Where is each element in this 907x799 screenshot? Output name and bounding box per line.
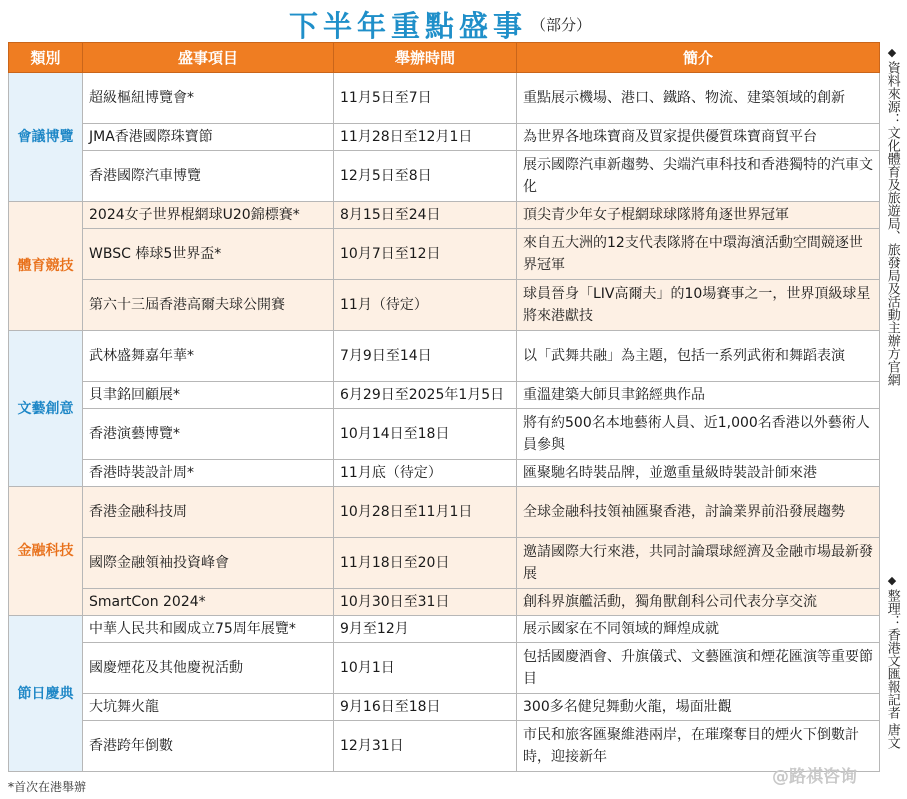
table-header-row [9, 43, 880, 73]
table-row [9, 280, 880, 331]
event-name-cell: 香港演藝博覽* [83, 409, 334, 460]
category-cell: 體育競技 [9, 202, 83, 331]
table-row [9, 382, 880, 409]
event-description-cell: 來自五大洲的12支代表隊將在中環海濱活動空間競逐世界冠軍 [517, 229, 880, 280]
event-description-cell: 頂尖青少年女子棍網球球隊將角逐世界冠軍 [517, 202, 880, 229]
table-row [9, 202, 880, 229]
event-time-cell: 10月28日至11月1日 [334, 487, 517, 538]
event-name-cell: JMA香港國際珠寶節 [83, 124, 334, 151]
category-cell: 會議博覽 [9, 73, 83, 202]
event-name-cell: 香港跨年倒數 [83, 721, 334, 772]
event-name-cell: 第六十三屆香港高爾夫球公開賽 [83, 280, 334, 331]
event-description-cell: 全球金融科技領袖匯聚香港，討論業界前沿發展趨勢 [517, 487, 880, 538]
event-description-cell: 包括國慶酒會、升旗儀式、文藝匯演和煙花匯演等重要節目 [517, 643, 880, 694]
event-name-cell: 香港時裝設計周* [83, 460, 334, 487]
event-time-cell: 10月30日至31日 [334, 589, 517, 616]
event-time-cell: 11月28日至12月1日 [334, 124, 517, 151]
table-row [9, 589, 880, 616]
category-cell: 金融科技 [9, 487, 83, 616]
header-category: 類別 [9, 43, 83, 73]
event-name-cell: 中華人民共和國成立75周年展覽* [83, 616, 334, 643]
event-description-cell: 重溫建築大師貝聿銘經典作品 [517, 382, 880, 409]
event-description-cell: 重點展示機場、港口、鐵路、物流、建築領域的創新 [517, 73, 880, 124]
table-row [9, 721, 880, 772]
watermark: @路祺咨询 [772, 767, 857, 787]
event-description-cell: 將有約500名本地藝術人員、近1,000名香港以外藝術人員參與 [517, 409, 880, 460]
table-row [9, 409, 880, 460]
table-row [9, 124, 880, 151]
event-description-cell: 300多名健兒舞動火龍，場面壯觀 [517, 694, 880, 721]
event-name-cell: 香港金融科技周 [83, 487, 334, 538]
event-name-cell: 超級樞紐博覽會* [83, 73, 334, 124]
header-time: 舉辦時間 [334, 43, 517, 73]
event-name-cell: SmartCon 2024* [83, 589, 334, 616]
event-time-cell: 12月5日至8日 [334, 151, 517, 202]
event-name-cell: 大坑舞火龍 [83, 694, 334, 721]
event-time-cell: 10月1日 [334, 643, 517, 694]
event-description-cell: 球員晉身「LIV高爾夫」的10場賽事之一，世界頂級球星將來港獻技 [517, 280, 880, 331]
event-name-cell: 2024女子世界棍網球U20錦標賽* [83, 202, 334, 229]
table-row [9, 73, 880, 124]
table-row [9, 694, 880, 721]
header-event: 盛事項目 [83, 43, 334, 73]
source-label: 資料來源：文化體育及旅遊局、旅發局及活動主辦方官網 [884, 61, 900, 387]
table-row [9, 229, 880, 280]
event-time-cell: 7月9日至14日 [334, 331, 517, 382]
events-table [8, 42, 880, 772]
title-block [0, 4, 880, 44]
event-name-cell: WBSC 棒球5世界盃* [83, 229, 334, 280]
event-description-cell: 匯聚馳名時裝品牌，並邀重量級時裝設計師來港 [517, 460, 880, 487]
page-title: 下半年重點盛事 [288, 9, 527, 43]
event-name-cell: 國慶煙花及其他慶祝活動 [83, 643, 334, 694]
table-row [9, 487, 880, 538]
event-description-cell: 展示國際汽車新趨勢、尖端汽車科技和香港獨特的汽車文化 [517, 151, 880, 202]
event-time-cell: 11月18日至20日 [334, 538, 517, 589]
event-time-cell: 8月15日至24日 [334, 202, 517, 229]
event-time-cell: 11月5日至7日 [334, 73, 517, 124]
page-subtitle: （部分） [531, 16, 592, 34]
event-description-cell: 市民和旅客匯聚維港兩岸，在璀璨奪目的煙火下倒數計時，迎接新年 [517, 721, 880, 772]
event-description-cell: 邀請國際大行來港，共同討論環球經濟及金融市場最新發展 [517, 538, 880, 589]
table-row [9, 538, 880, 589]
diamond-bullet-icon: ◆ [887, 46, 897, 59]
table-row [9, 331, 880, 382]
event-time-cell: 12月31日 [334, 721, 517, 772]
event-name-cell: 香港國際汽車博覽 [83, 151, 334, 202]
category-cell: 節日慶典 [9, 616, 83, 772]
event-name-cell: 國際金融領袖投資峰會 [83, 538, 334, 589]
diamond-bullet-icon: ◆ [887, 574, 897, 587]
event-time-cell: 11月底（待定） [334, 460, 517, 487]
event-name-cell: 武林盛舞嘉年華* [83, 331, 334, 382]
event-description-cell: 創科界旗艦活動，獨角獸創科公司代表分享交流 [517, 589, 880, 616]
event-time-cell: 11月（待定） [334, 280, 517, 331]
event-time-cell: 9月16日至18日 [334, 694, 517, 721]
event-time-cell: 6月29日至2025年1月5日 [334, 382, 517, 409]
event-time-cell: 10月14日至18日 [334, 409, 517, 460]
table-body [9, 73, 880, 772]
table-row [9, 460, 880, 487]
event-time-cell: 10月7日至12日 [334, 229, 517, 280]
source-note [881, 44, 903, 392]
compiler-note [881, 572, 903, 755]
event-description-cell: 展示國家在不同領域的輝煌成就 [517, 616, 880, 643]
table-row [9, 616, 880, 643]
event-description-cell: 以「武舞共融」為主題，包括一系列武術和舞蹈表演 [517, 331, 880, 382]
header-description: 簡介 [517, 43, 880, 73]
footnote: *首次在港舉辦 [8, 780, 87, 794]
compiler-label: 整理：香港文匯報記者 唐文 [884, 589, 900, 750]
table-row [9, 151, 880, 202]
event-description-cell: 為世界各地珠寶商及買家提供優質珠寶商貿平台 [517, 124, 880, 151]
event-time-cell: 9月至12月 [334, 616, 517, 643]
category-cell: 文藝創意 [9, 331, 83, 487]
table-row [9, 643, 880, 694]
event-name-cell: 貝聿銘回顧展* [83, 382, 334, 409]
